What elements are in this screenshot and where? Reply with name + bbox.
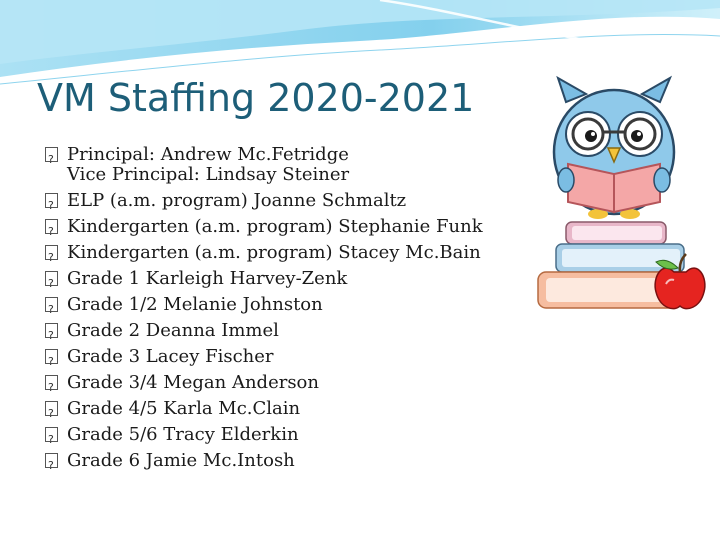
bullet-icon [45,427,58,442]
staff-item [45,396,515,422]
page-title: VM Staffing 2020-2021 [37,76,475,120]
apple-icon [655,254,705,309]
staff-item-text: Grade 5/6 Tracy Elderkin [67,424,299,445]
staff-item-text: Grade 1 Karleigh Harvey-Zenk [67,268,348,289]
staff-item [45,422,515,448]
staff-item [45,188,515,214]
bullet-icon [45,219,58,234]
owl-reading-clipart [528,72,708,322]
bullet-icon [45,375,58,390]
bullet-icon [45,271,58,286]
bullet-icon [45,147,58,162]
staff-item-text: Grade 2 Deanna Immel [67,320,279,341]
staff-item [45,162,515,188]
bullet-icon [45,401,58,416]
bullet-icon [45,297,58,312]
bullet-icon [45,349,58,364]
owl-reading-book-illustration [554,78,674,219]
staff-item-text: Kindergarten (a.m. program) Stacey Mc.Bain [67,242,481,263]
staff-item [45,318,515,344]
staff-item [45,214,515,240]
staff-item-text: Grade 1/2 Melanie Johnston [67,294,323,315]
staff-item-text: Grade 3/4 Megan Anderson [67,372,319,393]
staff-item-text: Principal: Andrew Mc.Fetridge [67,144,349,165]
bullet-icon [45,453,58,468]
staff-item [45,344,515,370]
bullet-icon [45,193,58,208]
bullet-icon [45,323,58,338]
staff-item [45,266,515,292]
staff-item-text: Vice Principal: Lindsay Steiner [67,164,350,185]
staff-item [45,292,515,318]
bullet-icon [45,245,58,260]
staff-item-text: Kindergarten (a.m. program) Stephanie Funk [67,216,483,237]
staff-item [45,448,515,474]
staff-item [45,240,515,266]
staff-item-text: Grade 6 Jamie Mc.Intosh [67,450,295,471]
staff-item [45,370,515,396]
staff-item-text: Grade 4/5 Karla Mc.Clain [67,398,301,419]
staff-item-text: Grade 3 Lacey Fischer [67,346,274,367]
staff-item-text: ELP (a.m. program) Joanne Schmaltz [67,190,407,211]
staff-list [45,142,515,474]
